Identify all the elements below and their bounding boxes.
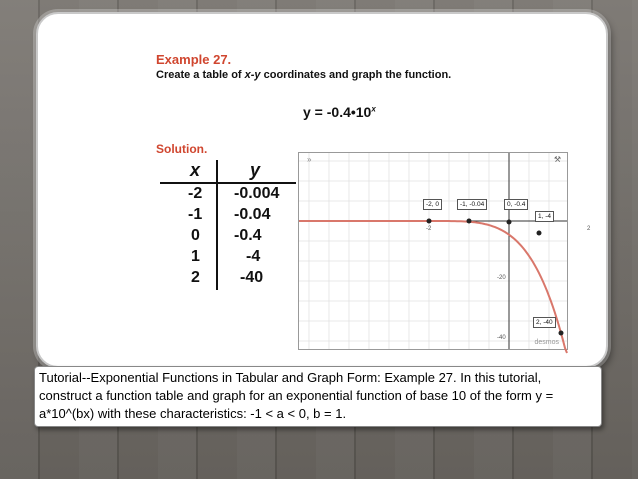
cell-x: 2: [191, 269, 200, 286]
instruction-pre: Create a table of: [156, 69, 245, 81]
point-label: -2, 0: [423, 199, 442, 210]
equation-base: y = -0.4•10: [303, 104, 372, 120]
caption-text: Tutorial--Exponential Functions in Tabular and Graph Form: Example 27. In this tutorial, construct a function table and graph for an exponential function of base 10 of the form y = a*10^(bx) with these characteristics: -1 < a < 0, b = 1.: [34, 366, 602, 427]
point-label: 0, -0.4: [504, 199, 528, 210]
example-title: Example 27.: [156, 52, 232, 67]
table-row: [160, 247, 296, 268]
slide-content: [138, 42, 591, 362]
header-y: y: [250, 160, 261, 180]
collapse-icon[interactable]: »: [307, 155, 312, 164]
equation: [303, 104, 376, 120]
example-instruction: [156, 69, 451, 81]
point-marker: [427, 219, 432, 224]
table-row: [160, 205, 296, 226]
cell-y: -4: [246, 248, 261, 265]
point-marker: [507, 220, 512, 225]
grid: [299, 153, 567, 349]
xy-table: [160, 160, 296, 289]
table-header: [160, 160, 296, 184]
equation-exponent: x: [371, 104, 376, 114]
cell-y: -40: [240, 269, 264, 286]
cell-y: -0.4: [234, 227, 262, 244]
cell-y: -0.004: [234, 185, 280, 202]
table-row: [160, 184, 296, 205]
point-label: 2, -40: [533, 317, 556, 328]
instruction-xy: x-y: [244, 69, 261, 81]
table-row: [160, 268, 296, 289]
graph-svg: [299, 153, 591, 349]
wrench-icon[interactable]: ⚒: [553, 155, 561, 164]
cell-x: -2: [188, 185, 203, 202]
point-marker: [559, 331, 564, 336]
x-tick-label: -2: [426, 226, 432, 232]
x-tick-label: 2: [587, 226, 591, 232]
cell-x: 0: [191, 227, 200, 244]
slide-card: [36, 12, 608, 368]
instruction-post: coordinates and graph the function.: [260, 69, 452, 81]
cell-x: -1: [188, 206, 203, 223]
cell-x: 1: [191, 248, 200, 265]
y-tick-label: -40: [497, 335, 506, 341]
solution-title: Solution.: [156, 142, 208, 156]
desmos-watermark: desmos: [534, 339, 559, 346]
y-tick-label: -20: [497, 275, 506, 281]
point-label: -1, -0.04: [457, 199, 487, 210]
table-row: [160, 226, 296, 247]
header-x: x: [190, 160, 201, 180]
point-label: 1, -4: [535, 211, 554, 222]
point-marker: [467, 219, 472, 224]
graph-panel[interactable]: [298, 152, 591, 350]
point-marker: [537, 231, 542, 236]
cell-y: -0.04: [234, 206, 271, 223]
